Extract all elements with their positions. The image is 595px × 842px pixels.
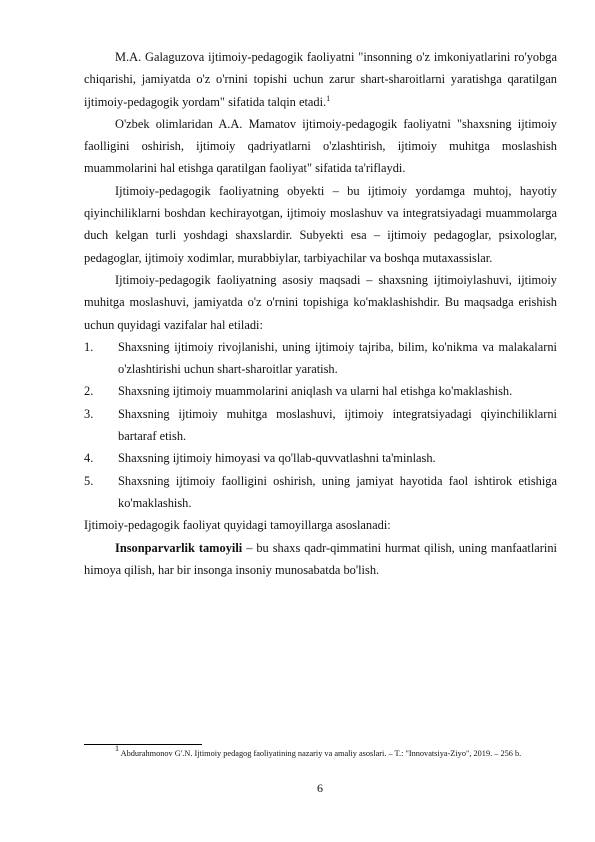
paragraph-mamatov: O'zbek olimlaridan A.A. Mamatov ijtimoiy-pedagogik faoliyatni "shaxsning ijtimoiy faolligini oshirish, ijtimoiy qadriyatlarni o'zlashtirish, ijtimoiy muhitga moslashish muammolarini hal etishga qaratilgan faoliyat" sifatida ta'riflaydi. bbox=[84, 116, 557, 176]
footnote-text: Abdurahmonov G'.N. Ijtimoiy pedagog faoliyatining nazariy va amaliy asoslari. – T.: "Innovatsiya-Ziyo", 2019. – 256 b. bbox=[119, 749, 522, 758]
paragraph-main-goal: Ijtimoiy-pedagogik faoliyatning asosiy maqsadi – shaxsning ijtimoiylashuvi, ijtimoiy muhitga moslashuvi, jamiyatda o'z o'rnini topishiga ko'maklashishdir. Bu maqsadga erishish uchun quyidagi vazifalar hal etiladi: bbox=[84, 272, 557, 332]
list-item-text: Shaxsning ijtimoiy himoyasi va qo'llab-quvvatlashni ta'minlash. bbox=[118, 451, 436, 466]
footnote-divider bbox=[84, 744, 202, 745]
list-item bbox=[84, 403, 557, 448]
principles-intro: Ijtimoiy-pedagogik faoliyat quyidagi tamoyillarga asoslanadi: bbox=[84, 518, 391, 533]
list-item-text: Shaxsning ijtimoiy muhitga moslashuvi, ijtimoiy integratsiyadagi qiyinchiliklarni bartaraf etish. bbox=[118, 406, 557, 444]
list-item-text: Shaxsning ijtimoiy faolligini oshirish, uning jamiyat hayotida faol ishtirok etishiga ko'maklashish. bbox=[118, 473, 557, 510]
list-item bbox=[84, 470, 557, 515]
main-text bbox=[84, 46, 557, 581]
list-item bbox=[84, 380, 557, 402]
principle-term: Insonparvarlik tamoyili bbox=[115, 540, 243, 555]
list-number: 1. bbox=[84, 339, 94, 354]
paragraph-text: M.A. Galaguzova ijtimoiy-pedagogik faoliyatni "insonning o'z imkoniyatlarini ro'yobga chiqarishi, jamiyatda o'z o'rnini topishi uchun zarur shart-sharoitlarni yaratishga qaratilgan ijtimoiy-pedagogik yordam" sifatida talqin etadi. bbox=[84, 50, 557, 109]
list-item-text: Shaxsning ijtimoiy rivojlanishi, uning ijtimoiy tajriba, bilim, ko'nikma va malakalarni o'zlashtirishi uchun shart-sharoitlar yaratish. bbox=[118, 339, 557, 377]
paragraph-galaguzova bbox=[84, 46, 557, 113]
page-number: 6 bbox=[317, 781, 323, 795]
footnote-reference[interactable]: 1 bbox=[326, 93, 331, 103]
list-number: 2. bbox=[84, 384, 94, 399]
principle-text: – bu shaxs qadr-qimmatini hurmat qilish, uning manfaatlarini himoya qilish, har bir insonga insoniy munosabatda bo'lish. bbox=[84, 540, 557, 577]
list-item bbox=[84, 336, 557, 381]
list-item bbox=[84, 447, 557, 469]
list-number: 4. bbox=[84, 451, 94, 466]
list-number: 5. bbox=[84, 473, 94, 488]
tasks-list bbox=[84, 336, 557, 514]
list-number: 3. bbox=[84, 406, 94, 421]
paragraph-humanism-principle bbox=[84, 537, 557, 582]
paragraph-object-subject: Ijtimoiy-pedagogik faoliyatning obyekti – bu ijtimoiy yordamga muhtoj, hayotiy qiyinchiliklarni boshdan kechirayotgan, ijtimoiy moslashuv va integratsiyadagi muammolarga duch kelgan turli yoshdagi shaxslardir. Subyekti esa – ijtimoiy pedagoglar, psixologlar, pedagoglar, ijtimoiy xodimlar, murabbiylar, tarbiyachilar va boshqa mutaxassislar. bbox=[84, 183, 557, 265]
list-item-text: Shaxsning ijtimoiy muammolarini aniqlash va ularni hal etishga ko'maklashish. bbox=[118, 384, 513, 399]
footnote bbox=[84, 744, 557, 761]
footnote-marker: 1 bbox=[115, 744, 119, 753]
